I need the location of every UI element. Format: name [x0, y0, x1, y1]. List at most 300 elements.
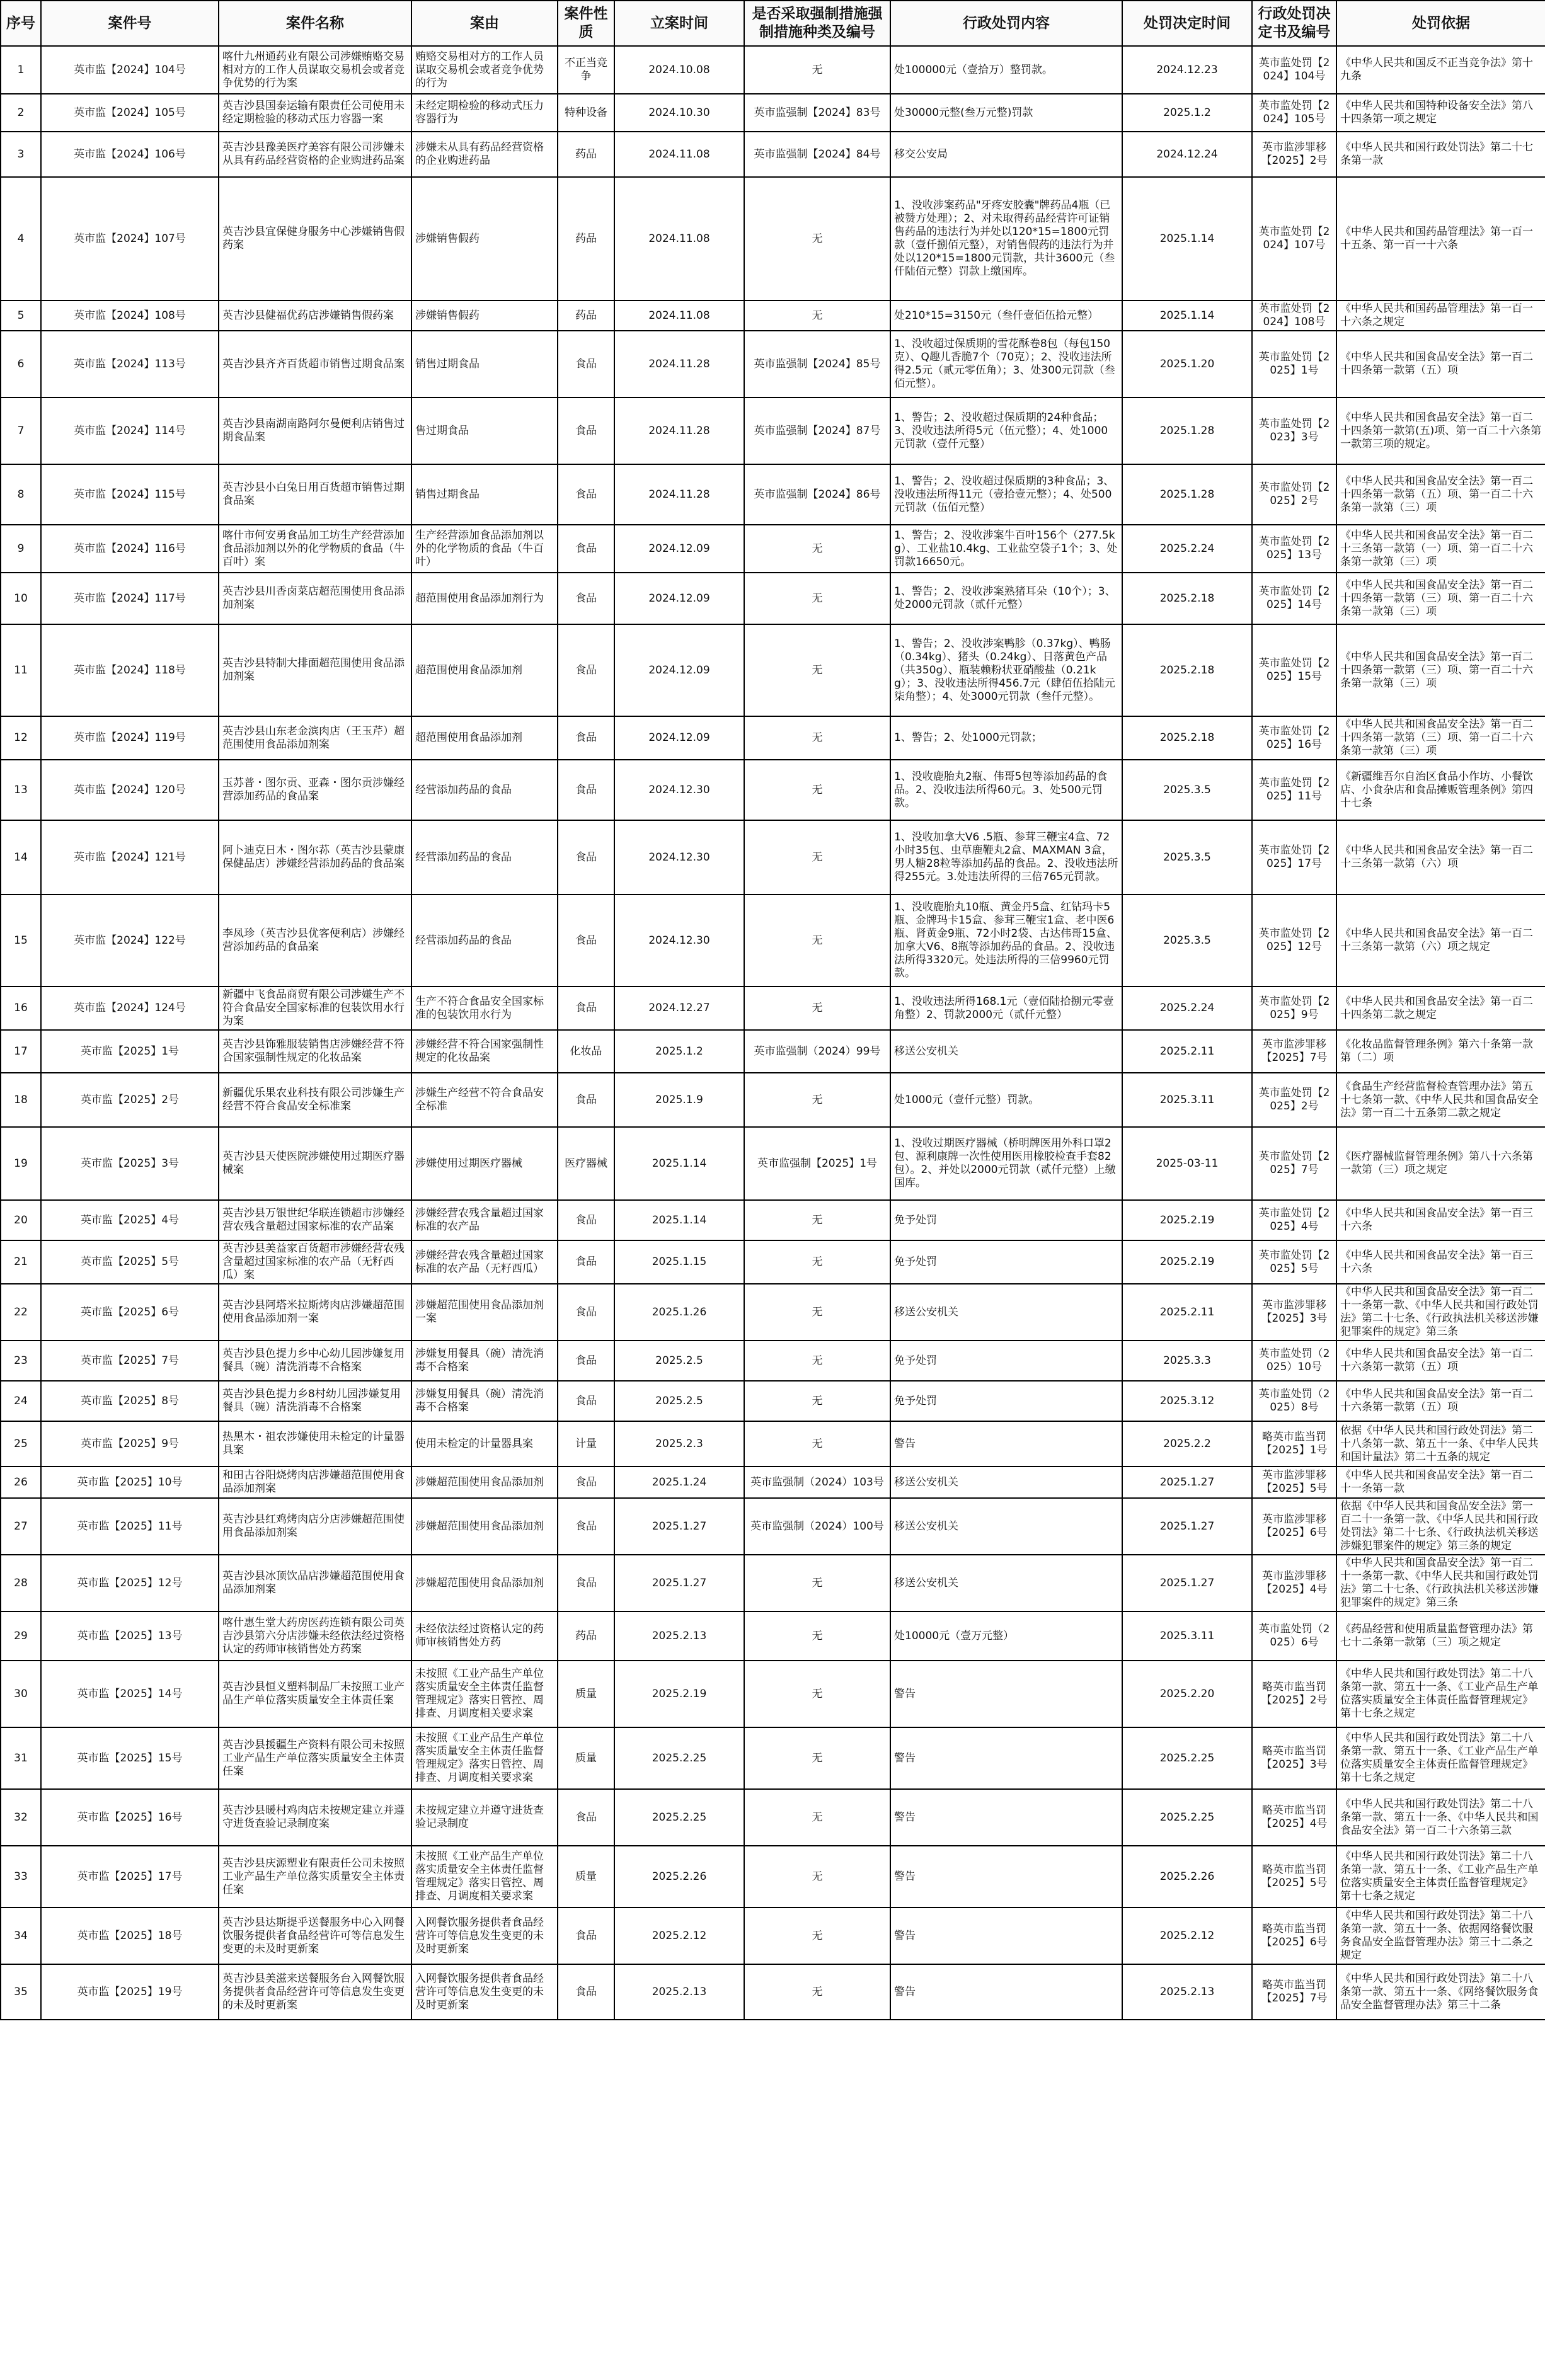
cell-no: 9: [1, 525, 41, 573]
cell-nature: 食品: [558, 1284, 614, 1341]
cell-name: 英吉沙县齐齐百货超市销售过期食品案: [219, 331, 411, 398]
cell-name: 英吉沙县达斯提乎送餐服务中心入网餐饮服务提供者食品经营许可等信息发生变更的未及时更新案: [219, 1908, 411, 1964]
header-cell-no: 序号: [1, 1, 41, 46]
cell-measure: 无: [744, 1555, 890, 1611]
cell-date: 2024.12.09: [614, 573, 744, 624]
cell-basis: 《中华人民共和国行政处罚法》第二十八条第一款、第五十一条、依据网络餐饮服务食品安全监督管理办法》第三十二条之规定: [1336, 1908, 1545, 1964]
cell-doc-no: 略英市监当罚【2025】2号: [1252, 1661, 1336, 1727]
cell-doc-no: 英市监处罚（2025）8号: [1252, 1381, 1336, 1421]
cell-cause: 生产经营添加食品添加剂以外的化学物质的食品（牛百叶）: [411, 525, 558, 573]
cell-date: 2024.12.09: [614, 716, 744, 760]
cell-case-no: 英市监【2024】105号: [41, 94, 219, 132]
cell-decision-date: 2025.3.12: [1122, 1381, 1252, 1421]
cell-basis: 《新疆维吾尔自治区食品小作坊、小餐饮店、小食杂店和食品摊贩管理条例》第四十七条: [1336, 760, 1545, 820]
cell-penalty: 1、没收涉案药品"牙疼安胶囊"牌药品4瓶（已被赞方处理）；2、对未取得药品经营许可证销售药品的违法行为并处以120*15=1800元罚款（壹仟捌佰元整），对销售假药的违法行为并处以120*15=1800元罚款，共计3600元（叁仟陆佰元整）罚款上缴国库。: [890, 177, 1122, 300]
cell-name: 英吉沙县宜保健身服务中心涉嫌销售假药案: [219, 177, 411, 300]
cell-no: 17: [1, 1030, 41, 1073]
cell-case-no: 英市监【2024】114号: [41, 398, 219, 464]
cell-no: 16: [1, 987, 41, 1030]
cell-date: 2025.2.5: [614, 1381, 744, 1421]
cell-name: 英吉沙县阿塔米拉斯烤肉店涉嫌超范围使用食品添加剂一案: [219, 1284, 411, 1341]
cell-doc-no: 英市监处罚【2025】9号: [1252, 987, 1336, 1030]
cell-doc-no: 英市监涉罪移【2025】5号: [1252, 1467, 1336, 1498]
cell-penalty: 处30000元整(叁万元整)罚款: [890, 94, 1122, 132]
cell-cause: 未按规定建立并遵守进货查验记录制度: [411, 1789, 558, 1846]
cell-penalty: 移送公安机关: [890, 1284, 1122, 1341]
cell-no: 22: [1, 1284, 41, 1341]
cell-cause: 涉嫌销售假药: [411, 300, 558, 331]
cell-doc-no: 英市监涉罪移【2025】2号: [1252, 132, 1336, 177]
cell-name: 英吉沙县川香卤菜店超范围使用食品添加剂案: [219, 573, 411, 624]
cell-measure: 英市监强制（2024）99号: [744, 1030, 890, 1073]
cell-doc-no: 英市监处罚【2024】104号: [1252, 46, 1336, 94]
cell-measure: 无: [744, 525, 890, 573]
cell-name: 英吉沙县美滋来送餐服务台入网餐饮服务提供者食品经营许可等信息发生变更的未及时更新案: [219, 1964, 411, 2020]
cell-measure: 无: [744, 716, 890, 760]
cell-penalty: 移交公安局: [890, 132, 1122, 177]
cell-date: 2024.12.30: [614, 760, 744, 820]
cell-doc-no: 英市监处罚【2025】12号: [1252, 895, 1336, 987]
cell-no: 30: [1, 1661, 41, 1727]
cell-date: 2025.1.24: [614, 1467, 744, 1498]
header-cell-measure: 是否采取强制措施强制措施种类及编号: [744, 1, 890, 46]
cell-date: 2024.11.08: [614, 132, 744, 177]
cell-date: 2025.2.5: [614, 1341, 744, 1381]
cell-basis: 《中华人民共和国行政处罚法》第二十七条第一款: [1336, 132, 1545, 177]
table-row: [1, 132, 1545, 177]
cell-date: 2024.11.08: [614, 177, 744, 300]
table-row: [1, 1846, 1545, 1908]
cell-no: 35: [1, 1964, 41, 2020]
cell-case-no: 英市监【2025】17号: [41, 1846, 219, 1908]
cell-penalty: 警告: [890, 1421, 1122, 1467]
cell-nature: 食品: [558, 624, 614, 716]
cell-decision-date: 2025.3.5: [1122, 895, 1252, 987]
cell-basis: 《中华人民共和国食品安全法》第一百二十六条第一款第（五）项: [1336, 1341, 1545, 1381]
cell-basis: 《中华人民共和国食品安全法》第一百二十四条第一款第（三）项、第一百二十六条第一款第（三）项: [1336, 716, 1545, 760]
cell-doc-no: 略英市监当罚【2025】6号: [1252, 1908, 1336, 1964]
cell-no: 24: [1, 1381, 41, 1421]
cell-penalty: 1、警告；2、没收超过保质期的24种食品；3、没收违法所得5元（伍元整）；4、处1000元罚款（壹仟元整）: [890, 398, 1122, 464]
cell-no: 19: [1, 1127, 41, 1200]
cell-no: 10: [1, 573, 41, 624]
cell-cause: 未按照《工业产品生产单位落实质量安全主体责任监督管理规定》落实日管控、周排查、月调度相关要求案: [411, 1661, 558, 1727]
cell-basis: 《中华人民共和国食品安全法》第一百二十一条第一款: [1336, 1467, 1545, 1498]
header-cell-basis: 处罚依据: [1336, 1, 1545, 46]
cell-case-no: 英市监【2024】107号: [41, 177, 219, 300]
cell-cause: 超范围使用食品添加剂: [411, 624, 558, 716]
cell-penalty: 移送公安机关: [890, 1467, 1122, 1498]
cell-decision-date: 2025.2.20: [1122, 1661, 1252, 1727]
cell-name: 热黑木・祖农涉嫌使用未检定的计量器具案: [219, 1421, 411, 1467]
table-row: [1, 1381, 1545, 1421]
cell-decision-date: 2025.2.11: [1122, 1030, 1252, 1073]
table-row: [1, 895, 1545, 987]
cell-measure: 英市监强制【2024】85号: [744, 331, 890, 398]
cell-decision-date: 2025.1.28: [1122, 398, 1252, 464]
cell-doc-no: 英市监处罚【2025】5号: [1252, 1240, 1336, 1284]
cell-date: 2024.12.30: [614, 820, 744, 895]
cell-penalty: 免予处罚: [890, 1381, 1122, 1421]
cell-measure: 无: [744, 1200, 890, 1240]
cell-measure: 英市监强制【2024】86号: [744, 464, 890, 525]
cell-basis: 《中华人民共和国特种设备安全法》第八十四条第一项之规定: [1336, 94, 1545, 132]
cell-doc-no: 略英市监当罚【2025】3号: [1252, 1727, 1336, 1789]
table-row: [1, 1030, 1545, 1073]
cell-date: 2025.1.15: [614, 1240, 744, 1284]
cell-decision-date: 2025.2.19: [1122, 1240, 1252, 1284]
cell-nature: 化妆品: [558, 1030, 614, 1073]
cell-no: 31: [1, 1727, 41, 1789]
cell-measure: 英市监强制（2024）100号: [744, 1498, 890, 1555]
cell-penalty: 警告: [890, 1846, 1122, 1908]
cell-basis: 《中华人民共和国行政处罚法》第二十八条第一款、第五十一条、《网络餐饮服务食品安全监督管理办法》第三十二条: [1336, 1964, 1545, 2020]
table-row: [1, 1789, 1545, 1846]
cell-no: 13: [1, 760, 41, 820]
cell-case-no: 英市监【2025】10号: [41, 1467, 219, 1498]
cell-nature: 食品: [558, 760, 614, 820]
cell-nature: 食品: [558, 716, 614, 760]
cell-date: 2025.2.13: [614, 1964, 744, 2020]
cell-doc-no: 英市监处罚【2025】15号: [1252, 624, 1336, 716]
table-row: [1, 1661, 1545, 1727]
cell-cause: 涉嫌生产经营不符合食品安全标准: [411, 1073, 558, 1127]
cell-basis: 《中华人民共和国行政处罚法》第二十八条第一款、第五十一条、《工业产品生产单位落实质量安全主体责任监督管理规定》第十七条之规定: [1336, 1661, 1545, 1727]
cell-decision-date: 2025.2.25: [1122, 1727, 1252, 1789]
cell-nature: 食品: [558, 1381, 614, 1421]
cell-cause: 售过期食品: [411, 398, 558, 464]
table-row: [1, 46, 1545, 94]
cell-nature: 医疗器械: [558, 1127, 614, 1200]
cell-no: 15: [1, 895, 41, 987]
cell-basis: 《中华人民共和国药品管理法》第一百一十五条、第一百一十六条: [1336, 177, 1545, 300]
cell-case-no: 英市监【2025】7号: [41, 1341, 219, 1381]
cell-decision-date: 2025.2.11: [1122, 1284, 1252, 1341]
cell-decision-date: 2025.1.27: [1122, 1467, 1252, 1498]
cell-cause: 涉嫌经营农残含量超过国家标准的农产品（无籽西瓜）: [411, 1240, 558, 1284]
cell-decision-date: 2025.2.13: [1122, 1964, 1252, 2020]
cell-penalty: 1、警告；2、没收超过保质期的3种食品；3、没收违法所得11元（壹拾壹元整）；4、处500元罚款（伍佰元整）: [890, 464, 1122, 525]
cell-cause: 涉嫌经营不符合国家强制性规定的化妆品案: [411, 1030, 558, 1073]
cell-no: 33: [1, 1846, 41, 1908]
cell-case-no: 英市监【2025】6号: [41, 1284, 219, 1341]
cell-nature: 药品: [558, 300, 614, 331]
cell-basis: 《中华人民共和国反不正当竞争法》第十九条: [1336, 46, 1545, 94]
cell-no: 18: [1, 1073, 41, 1127]
cell-nature: 食品: [558, 1073, 614, 1127]
table-body: [1, 46, 1545, 2020]
cell-basis: 《中华人民共和国药品管理法》第一百一十六条之规定: [1336, 300, 1545, 331]
cell-penalty: 移送公安机关: [890, 1555, 1122, 1611]
cell-cause: 未按照《工业产品生产单位落实质量安全主体责任监督管理规定》落实日管控、周排查、月调度相关要求案: [411, 1846, 558, 1908]
cell-penalty: 1、没收过期医疗器械（桥明牌医用外科口罩2包、源利康牌一次性使用医用橡胶检查手套82包）。2、并处以2000元罚款（贰仟元整）上缴国库。: [890, 1127, 1122, 1200]
cell-cause: 生产不符合食品安全国家标准的包装饮用水行为: [411, 987, 558, 1030]
cell-date: 2024.12.30: [614, 895, 744, 987]
cell-date: 2025.2.12: [614, 1908, 744, 1964]
header-cell-cause: 案由: [411, 1, 558, 46]
cell-case-no: 英市监【2024】108号: [41, 300, 219, 331]
cell-date: 2024.11.28: [614, 331, 744, 398]
cell-case-no: 英市监【2025】4号: [41, 1200, 219, 1240]
cell-doc-no: 英市监处罚【2025】2号: [1252, 464, 1336, 525]
cell-case-no: 英市监【2025】15号: [41, 1727, 219, 1789]
cell-case-no: 英市监【2024】116号: [41, 525, 219, 573]
cell-doc-no: 英市监处罚（2025）10号: [1252, 1341, 1336, 1381]
cell-nature: 食品: [558, 987, 614, 1030]
cell-nature: 食品: [558, 525, 614, 573]
cell-basis: 依据《中华人民共和国行政处罚法》第二十八条第一款、第五十一条、《中华人民共和国计量法》第二十五条的规定: [1336, 1421, 1545, 1467]
cell-penalty: 警告: [890, 1789, 1122, 1846]
table-row: [1, 1555, 1545, 1611]
cell-decision-date: 2025.1.27: [1122, 1498, 1252, 1555]
cell-basis: 《中华人民共和国食品安全法》第一百二十四条第二款之规定: [1336, 987, 1545, 1030]
cell-measure: 英市监强制【2024】87号: [744, 398, 890, 464]
table-row: [1, 331, 1545, 398]
cell-measure: 无: [744, 1421, 890, 1467]
cell-decision-date: 2025.3.5: [1122, 760, 1252, 820]
table-row: [1, 464, 1545, 525]
cell-name: 英吉沙县豫美医疗美容有限公司涉嫌未从具有药品经营资格的企业购进药品案: [219, 132, 411, 177]
cell-decision-date: 2025.1.2: [1122, 94, 1252, 132]
cell-no: 14: [1, 820, 41, 895]
cell-doc-no: 英市监处罚【2025】17号: [1252, 820, 1336, 895]
cell-cause: 使用未检定的计量器具案: [411, 1421, 558, 1467]
cell-measure: 无: [744, 1661, 890, 1727]
table-row: [1, 716, 1545, 760]
cell-no: 23: [1, 1341, 41, 1381]
cell-decision-date: 2025.2.2: [1122, 1421, 1252, 1467]
cell-date: 2025.2.19: [614, 1661, 744, 1727]
cell-case-no: 英市监【2024】113号: [41, 331, 219, 398]
header-cell-case-no: 案件号: [41, 1, 219, 46]
cell-name: 和田古谷阳烧烤肉店涉嫌超范围使用食品添加剂案: [219, 1467, 411, 1498]
cell-nature: 食品: [558, 1789, 614, 1846]
cell-cause: 涉嫌未从具有药品经营资格的企业购进药品: [411, 132, 558, 177]
cell-case-no: 英市监【2024】121号: [41, 820, 219, 895]
cell-cause: 超范围使用食品添加剂行为: [411, 573, 558, 624]
header-cell-name: 案件名称: [219, 1, 411, 46]
cell-date: 2025.1.2: [614, 1030, 744, 1073]
cell-cause: 涉嫌超范围使用食品添加剂: [411, 1555, 558, 1611]
cell-name: 喀什市何安勇食品加工坊生产经营添加食品添加剂以外的化学物质的食品（牛百叶）案: [219, 525, 411, 573]
cell-doc-no: 英市监处罚【2025】2号: [1252, 1073, 1336, 1127]
cell-basis: 《药品经营和使用质量监督管理办法》第七十二条第一款第（三）项之规定: [1336, 1611, 1545, 1661]
cell-case-no: 英市监【2025】18号: [41, 1908, 219, 1964]
table-row: [1, 760, 1545, 820]
cell-decision-date: 2025.2.12: [1122, 1908, 1252, 1964]
cell-case-no: 英市监【2025】14号: [41, 1661, 219, 1727]
cell-nature: 食品: [558, 1341, 614, 1381]
cell-basis: 《化妆品监督管理条例》第六十条第一款第（二）项: [1336, 1030, 1545, 1073]
cell-name: 英吉沙县庆源塑业有限责任公司未按照工业产品生产单位落实质量安全主体责任案: [219, 1846, 411, 1908]
cell-case-no: 英市监【2025】16号: [41, 1789, 219, 1846]
cell-decision-date: 2025.1.14: [1122, 300, 1252, 331]
cell-date: 2025.1.14: [614, 1200, 744, 1240]
cell-date: 2024.10.30: [614, 94, 744, 132]
cell-measure: 无: [744, 1611, 890, 1661]
cell-case-no: 英市监【2024】118号: [41, 624, 219, 716]
table-row: [1, 573, 1545, 624]
cell-cause: 涉嫌超范围使用食品添加剂: [411, 1467, 558, 1498]
cell-name: 英吉沙县健福优药店涉嫌销售假药案: [219, 300, 411, 331]
cell-penalty: 1、警告；2、没收涉案鸭胗（0.37kg）、鸭肠（0.34kg）、猪头（0.24kg）、日落黄色产品（共350g）、瓶装赖粉状亚硝酸盐（0.21kg）；3、没收违法所得456.7元（肆佰伍拾陆元柒角整）；4、处3000元罚款（叁仟元整）。: [890, 624, 1122, 716]
cell-measure: 无: [744, 760, 890, 820]
cell-penalty: 警告: [890, 1727, 1122, 1789]
header-cell-doc-no: 行政处罚决定书及编号: [1252, 1, 1336, 46]
cell-penalty: 免予处罚: [890, 1240, 1122, 1284]
cell-nature: 食品: [558, 1555, 614, 1611]
cell-basis: 《中华人民共和国食品安全法》第一百二十六条第一款第（五）项: [1336, 1381, 1545, 1421]
cell-cause: 超范围使用食品添加剂: [411, 716, 558, 760]
cell-penalty: 1、没收违法所得168.1元（壹佰陆拾捌元零壹角整）2、罚款2000元（贰仟元整）: [890, 987, 1122, 1030]
cell-penalty: 1、没收鹿胎丸10瓶、黄金丹5盒、红钻玛卡5瓶、金牌玛卡15盒、参茸三鞭宝1盒、老中医6瓶、肾黄金9瓶、72小时2袋、古达伟哥15盒、加拿大V6、8瓶等添加药品的食品。2、没收违法所得3320元。处违法所得的三倍9960元罚款。: [890, 895, 1122, 987]
cell-decision-date: 2025.2.18: [1122, 573, 1252, 624]
table-row: [1, 94, 1545, 132]
cell-no: 6: [1, 331, 41, 398]
cell-nature: 食品: [558, 331, 614, 398]
cell-penalty: 移送公安机关: [890, 1030, 1122, 1073]
header-cell-penalty: 行政处罚内容: [890, 1, 1122, 46]
header-cell-decision-date: 处罚决定时间: [1122, 1, 1252, 46]
cell-doc-no: 英市监处罚【2024】105号: [1252, 94, 1336, 132]
cell-decision-date: 2025.1.20: [1122, 331, 1252, 398]
cell-date: 2024.12.09: [614, 624, 744, 716]
cell-doc-no: 英市监涉罪移【2025】7号: [1252, 1030, 1336, 1073]
cell-nature: 不正当竞争: [558, 46, 614, 94]
table-row: [1, 1908, 1545, 1964]
cell-cause: 销售过期食品: [411, 464, 558, 525]
cell-nature: 质量: [558, 1846, 614, 1908]
cell-nature: 药品: [558, 177, 614, 300]
cell-cause: 涉嫌销售假药: [411, 177, 558, 300]
cell-name: 英吉沙县山东老金滨肉店（王玉芹）超范围使用食品添加剂案: [219, 716, 411, 760]
cell-no: 26: [1, 1467, 41, 1498]
cell-name: 英吉沙县恒义塑料制品厂未按照工业产品生产单位落实质量安全主体责任案: [219, 1661, 411, 1727]
cell-basis: 《中华人民共和国行政处罚法》第二十八条第一款、第五十一条、《工业产品生产单位落实质量安全主体责任监督管理规定》第十七条之规定: [1336, 1727, 1545, 1789]
cell-name: 英吉沙县美益家百货超市涉嫌经营农残含量超过国家标准的农产品（无籽西瓜）案: [219, 1240, 411, 1284]
cell-name: 英吉沙县小白兔日用百货超市销售过期食品案: [219, 464, 411, 525]
cell-doc-no: 英市监处罚【2025】13号: [1252, 525, 1336, 573]
cell-nature: 计量: [558, 1421, 614, 1467]
cell-decision-date: 2025.3.11: [1122, 1611, 1252, 1661]
table-row: [1, 1284, 1545, 1341]
cell-doc-no: 英市监处罚【2025】4号: [1252, 1200, 1336, 1240]
cell-doc-no: 略英市监当罚【2025】4号: [1252, 1789, 1336, 1846]
cell-cause: 经营添加药品的食品: [411, 895, 558, 987]
table-row: [1, 1341, 1545, 1381]
cell-nature: 食品: [558, 1498, 614, 1555]
cell-nature: 食品: [558, 895, 614, 987]
cell-cause: 涉嫌经营农残含量超过国家标准的农产品: [411, 1200, 558, 1240]
cell-case-no: 英市监【2025】13号: [41, 1611, 219, 1661]
cell-basis: 《中华人民共和国食品安全法》第一百二十四条第一款第(五)项、第一百二十六条第一款第三项的规定。: [1336, 398, 1545, 464]
cell-measure: 无: [744, 1789, 890, 1846]
cell-no: 11: [1, 624, 41, 716]
table-row: [1, 820, 1545, 895]
cell-cause: 入网餐饮服务提供者食品经营许可等信息发生变更的未及时更新案: [411, 1908, 558, 1964]
cell-cause: 涉嫌使用过期医疗器械: [411, 1127, 558, 1200]
cell-measure: 无: [744, 1908, 890, 1964]
cell-date: 2024.11.08: [614, 300, 744, 331]
cell-case-no: 英市监【2025】11号: [41, 1498, 219, 1555]
cell-name: 英吉沙县色提力乡中心幼儿园涉嫌复用餐具（碗）清洗消毒不合格案: [219, 1341, 411, 1381]
table-row: [1, 300, 1545, 331]
cell-measure: 无: [744, 46, 890, 94]
header-cell-nature: 案件性质: [558, 1, 614, 46]
cell-doc-no: 英市监涉罪移【2025】4号: [1252, 1555, 1336, 1611]
cell-name: 新疆中飞食品商贸有限公司涉嫌生产不符合食品安全国家标准的包装饮用水行为案: [219, 987, 411, 1030]
cell-name: 英吉沙县冰顶饮品店涉嫌超范围使用食品添加剂案: [219, 1555, 411, 1611]
cell-name: 英吉沙县国泰运输有限责任公司使用未经定期检验的移动式压力容器一案: [219, 94, 411, 132]
cell-doc-no: 英市监处罚【2024】107号: [1252, 177, 1336, 300]
cell-case-no: 英市监【2024】117号: [41, 573, 219, 624]
cell-cause: 涉嫌复用餐具（碗）清洗消毒不合格案: [411, 1381, 558, 1421]
cell-doc-no: 英市监涉罪移【2025】3号: [1252, 1284, 1336, 1341]
cell-case-no: 英市监【2024】120号: [41, 760, 219, 820]
cell-cause: 未按照《工业产品生产单位落实质量安全主体责任监督管理规定》落实日管控、周排查、月调度相关要求案: [411, 1727, 558, 1789]
cell-doc-no: 英市监处罚【2025】7号: [1252, 1127, 1336, 1200]
cell-decision-date: 2025.3.3: [1122, 1341, 1252, 1381]
cell-penalty: 1、警告；2、没收涉案熟猪耳朵（10个）；3、处2000元罚款（贰仟元整）: [890, 573, 1122, 624]
cell-cause: 销售过期食品: [411, 331, 558, 398]
cell-basis: 《中华人民共和国食品安全法》第一百二十三条第一款第（一）项、第一百二十六条第一款第（三）项: [1336, 525, 1545, 573]
cell-basis: 依据《中华人民共和国食品安全法》第一百二十一条第一款、《中华人民共和国行政处罚法》第二十七条、《行政执法机关移送涉嫌犯罪案件的规定》第三条的规定: [1336, 1498, 1545, 1555]
table-row: [1, 398, 1545, 464]
cell-basis: 《医疗器械监督管理条例》第八十六条第一款第（三）项之规定: [1336, 1127, 1545, 1200]
cell-name: 英吉沙县南湖南路阿尔曼便利店销售过期食品案: [219, 398, 411, 464]
cell-name: 李凤珍（英吉沙县优客便利店）涉嫌经营添加药品的食品案: [219, 895, 411, 987]
table-row: [1, 177, 1545, 300]
cell-date: 2025.2.25: [614, 1789, 744, 1846]
cell-measure: 无: [744, 1846, 890, 1908]
cell-basis: 《中华人民共和国食品安全法》第一百三十六条: [1336, 1240, 1545, 1284]
cell-doc-no: 英市监处罚【2024】108号: [1252, 300, 1336, 331]
cell-nature: 食品: [558, 1240, 614, 1284]
cell-no: 5: [1, 300, 41, 331]
cell-no: 21: [1, 1240, 41, 1284]
cell-penalty: 处10000元（壹万元整）: [890, 1611, 1122, 1661]
cell-basis: 《中华人民共和国食品安全法》第一百二十四条第一款第（三）项、第一百二十六条第一款第（三）项: [1336, 573, 1545, 624]
cell-name: 英吉沙县万银世纪华联连锁超市涉嫌经营农残含量超过国家标准的农产品案: [219, 1200, 411, 1240]
cell-nature: 食品: [558, 573, 614, 624]
cell-doc-no: 略英市监当罚【2025】1号: [1252, 1421, 1336, 1467]
cell-name: 英吉沙县天使医院涉嫌使用过期医疗器械案: [219, 1127, 411, 1200]
cell-decision-date: 2025-03-11: [1122, 1127, 1252, 1200]
table-row: [1, 1200, 1545, 1240]
cell-date: 2025.2.13: [614, 1611, 744, 1661]
header-cell-date: 立案时间: [614, 1, 744, 46]
cell-name: 阿卜迪克日木・图尔荪（英吉沙县蒙康保健品店）涉嫌经营添加药品的食品案: [219, 820, 411, 895]
cell-date: 2025.1.9: [614, 1073, 744, 1127]
cell-penalty: 处100000元（壹拾万）整罚款。: [890, 46, 1122, 94]
cell-date: 2025.1.26: [614, 1284, 744, 1341]
cell-measure: 英市监强制【2025】1号: [744, 1127, 890, 1200]
table-row: [1, 1240, 1545, 1284]
cell-basis: 《中华人民共和国食品安全法》第一百二十四条第一款第（五）项、第一百二十六条第一款第（三）项: [1336, 464, 1545, 525]
table-row: [1, 1498, 1545, 1555]
table-row: [1, 1964, 1545, 2020]
cell-date: 2025.1.27: [614, 1555, 744, 1611]
cell-no: 4: [1, 177, 41, 300]
cell-name: 英吉沙县红鸡烤肉店分店涉嫌超范围使用食品添加剂案: [219, 1498, 411, 1555]
cell-case-no: 英市监【2024】119号: [41, 716, 219, 760]
cell-no: 20: [1, 1200, 41, 1240]
cell-measure: 英市监强制【2024】84号: [744, 132, 890, 177]
cell-case-no: 英市监【2025】19号: [41, 1964, 219, 2020]
cell-name: 英吉沙县色提力乡8村幼儿园涉嫌复用餐具（碗）清洗消毒不合格案: [219, 1381, 411, 1421]
cell-case-no: 英市监【2025】12号: [41, 1555, 219, 1611]
cell-doc-no: 英市监处罚【2025】1号: [1252, 331, 1336, 398]
